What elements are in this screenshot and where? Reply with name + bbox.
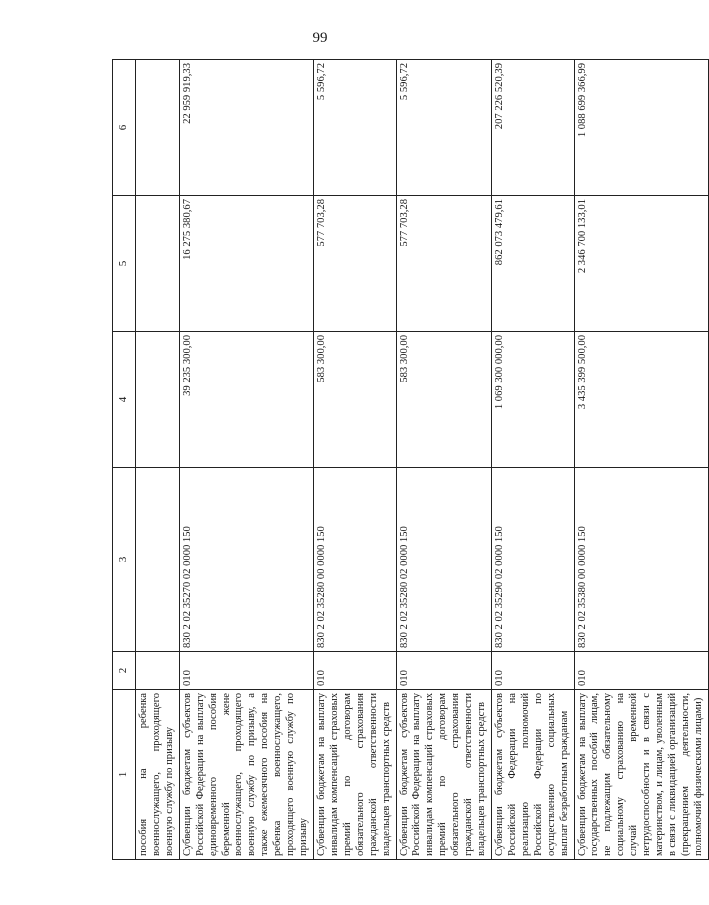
row-description: пособия на ребенка военнослужащего, проходящего военную службу по призыву — [136, 690, 180, 860]
table-row — [136, 60, 180, 860]
row-executed: 16 275 380,67 — [179, 196, 313, 332]
row-description: Субвенции бюджетам на выплату государственных пособий лицам, не подлежащим обязательному социальному страхованию на случай временной нетрудоспособности и в связи с материнством, и лицам, уволенным в связи с ликвидацией организаций (прекращением деятельности, полномочий физическими лицами) — [574, 690, 708, 860]
page-number: 99 — [312, 30, 328, 46]
row-approved: 583 300,00 — [396, 332, 491, 468]
row-code: 010 — [179, 652, 313, 690]
column-header: 6 — [113, 60, 136, 196]
row-kbk: 830 2 02 35380 00 0000 150 — [574, 468, 708, 652]
column-header: 2 — [113, 652, 136, 690]
row-code — [136, 652, 180, 690]
rotated-table-container — [112, 60, 704, 860]
row-kbk — [136, 468, 180, 652]
row-unexecuted: 1 088 699 366,99 — [574, 60, 708, 196]
row-description: Субвенции бюджетам на выплату инвалидам компенсаций страховых премий по договорам обязательного страхования гражданской ответственности владельцев транспортных средств — [313, 690, 396, 860]
row-executed: 862 073 479,61 — [491, 196, 574, 332]
row-unexecuted: 22 959 919,33 — [179, 60, 313, 196]
table-header-row — [113, 60, 136, 860]
row-executed: 577 703,28 — [313, 196, 396, 332]
column-header: 3 — [113, 468, 136, 652]
row-approved — [136, 332, 180, 468]
row-approved: 3 435 399 500,00 — [574, 332, 708, 468]
row-description: Субвенции бюджетам субъектов Российской Федерации на реализацию полномочий Российской Федерации по осуществлению социальных выплат безработным гражданам — [491, 690, 574, 860]
row-unexecuted: 5 596,72 — [313, 60, 396, 196]
row-executed: 2 346 700 133,01 — [574, 196, 708, 332]
row-unexecuted: 207 226 520,39 — [491, 60, 574, 196]
table-row — [574, 60, 708, 860]
row-code: 010 — [313, 652, 396, 690]
row-code: 010 — [491, 652, 574, 690]
row-code: 010 — [396, 652, 491, 690]
table-row — [396, 60, 491, 860]
row-approved: 39 235 300,00 — [179, 332, 313, 468]
row-approved: 1 069 300 000,00 — [491, 332, 574, 468]
row-kbk: 830 2 02 35270 02 0000 150 — [179, 468, 313, 652]
row-executed: 577 703,28 — [396, 196, 491, 332]
row-kbk: 830 2 02 35290 02 0000 150 — [491, 468, 574, 652]
column-header: 4 — [113, 332, 136, 468]
row-kbk: 830 2 02 35280 02 0000 150 — [396, 468, 491, 652]
row-description: Субвенции бюджетам субъектов Российской Федерации на выплату инвалидам компенсаций страховых премий по договорам обязательного страхования гражданской ответственности владельцев транспортных средств — [396, 690, 491, 860]
row-kbk: 830 2 02 35280 00 0000 150 — [313, 468, 396, 652]
budget-table — [112, 59, 709, 860]
row-description: Субвенции бюджетам субъектов Российской Федерации на выплату единовременного пособия беременной жене военнослужащего, проходящего военную службу по призыву, а также ежемесячного пособия на ребенка военнослужащего, проходящего военную службу по призыву — [179, 690, 313, 860]
row-unexecuted: 5 596,72 — [396, 60, 491, 196]
column-header: 1 — [113, 690, 136, 860]
table-row — [179, 60, 313, 860]
column-header: 5 — [113, 196, 136, 332]
row-unexecuted — [136, 60, 180, 196]
table-row — [313, 60, 396, 860]
row-executed — [136, 196, 180, 332]
row-code: 010 — [574, 652, 708, 690]
row-approved: 583 300,00 — [313, 332, 396, 468]
table-row — [491, 60, 574, 860]
